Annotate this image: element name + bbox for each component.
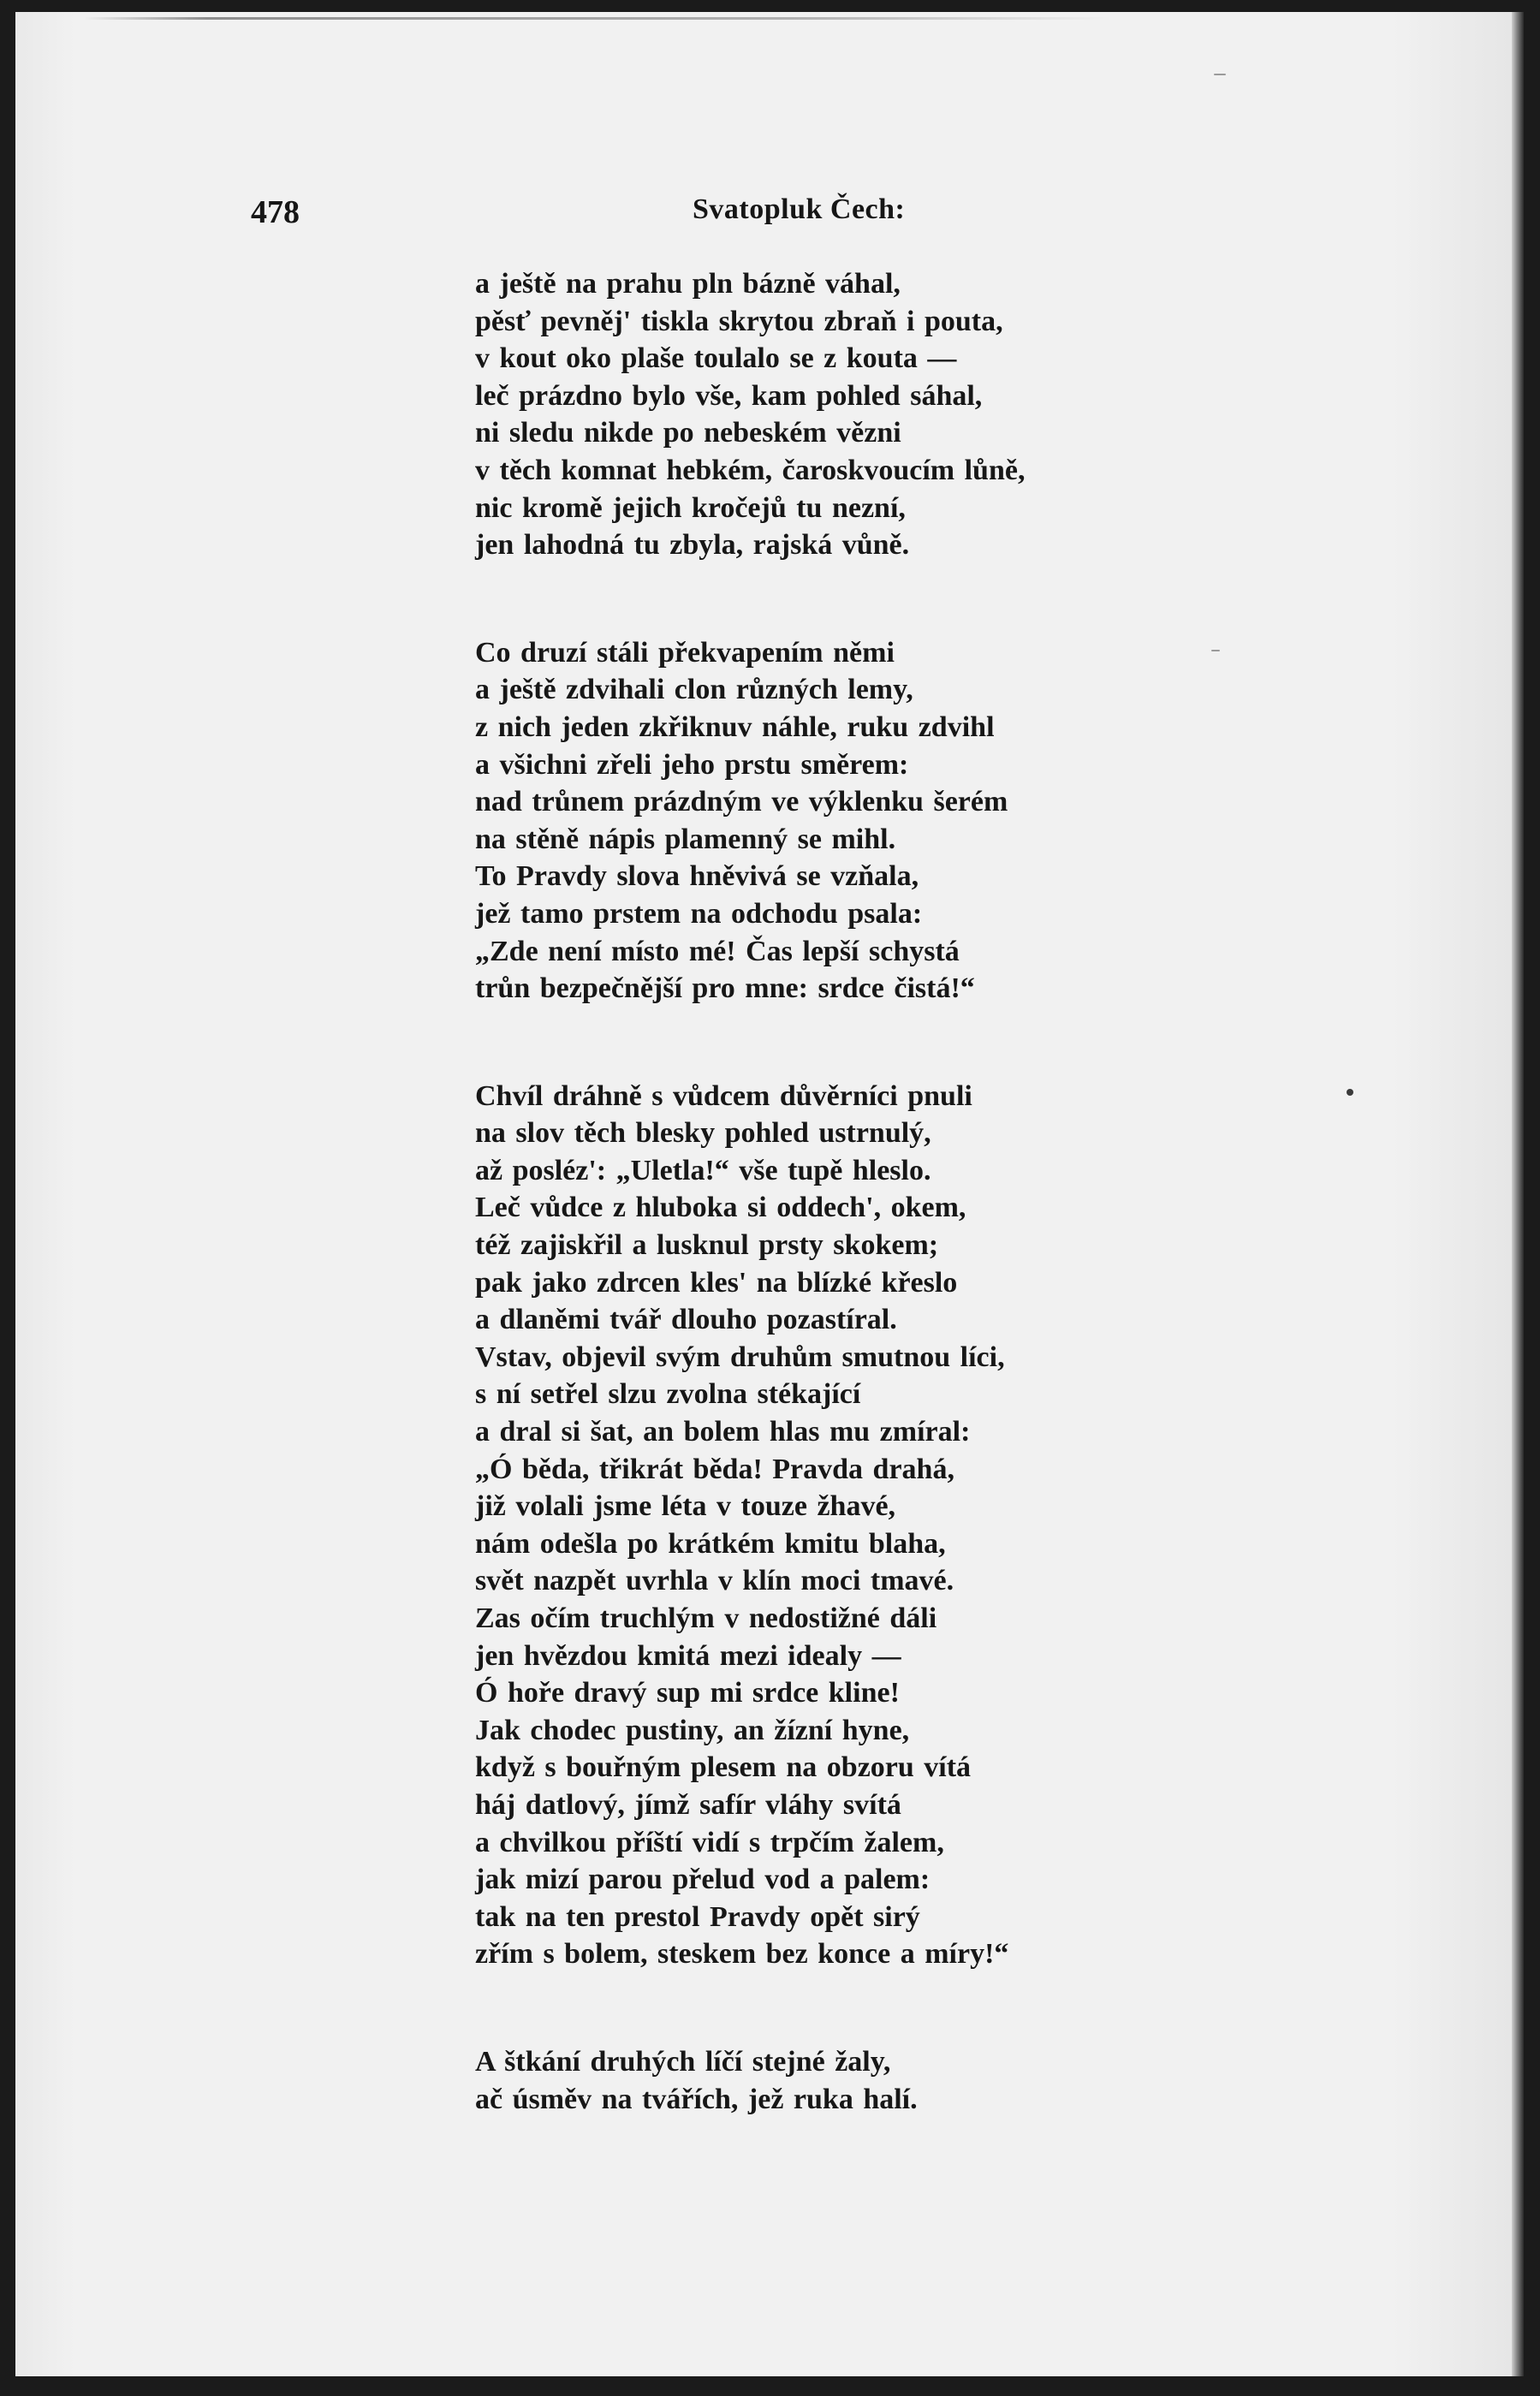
poem-line: jen hvězdou kmitá mezi idealy —: [475, 1639, 901, 1672]
poem-line: a chvilkou příští vidí s trpčím žalem,: [475, 1826, 944, 1858]
poem-line: až posléz': „Uletla!“ vše tupě hleslo.: [475, 1154, 931, 1186]
poem-line: svět nazpět uvrhla v klín moci tmavé.: [475, 1565, 954, 1597]
poem-line: v kout oko plaše toulalo se z kouta —: [475, 342, 957, 375]
poem-line: „Zde není místo mé! Čas lepší schystá: [475, 935, 960, 967]
poem-line: z nich jeden zkřiknuv náhle, ruku zdvihl: [475, 710, 995, 743]
poem-line: na stěně nápis plamenný se mihl.: [475, 823, 896, 855]
poem-line: pěsť pevněj' tiskla skrytou zbraň i pouta,: [475, 305, 1003, 337]
poem-line: s ní setřel slzu zvolna stékající: [475, 1378, 861, 1411]
page-number: 478: [251, 194, 300, 230]
poem-line: též zajiskřil a lusknul prsty skokem;: [475, 1229, 939, 1262]
poem-line: Jak chodec pustiny, an žízní hyne,: [475, 1714, 910, 1746]
poem-line: Zas očím truchlým v nedostižné dáli: [475, 1602, 937, 1634]
poem-line: a ještě zdvihali clon různých lemy,: [475, 674, 913, 706]
poem-line: „Ó běda, třikrát běda! Pravda drahá,: [475, 1453, 954, 1485]
poem-line: a všichni zřeli jeho prstu směrem:: [475, 748, 909, 781]
poem-line: již volali jsme léta v touze žhavé,: [475, 1490, 896, 1523]
poem-line: leč prázdno bylo vše, kam pohled sáhal,: [475, 379, 983, 412]
poem-line: ač úsměv na tvářích, jež ruka halí.: [475, 2083, 918, 2115]
poem-line: tak na ten prestol Pravdy opět sirý: [475, 1900, 920, 1933]
poem-line: jež tamo prstem na odchodu psala:: [475, 897, 923, 930]
poem-line: pak jako zdrcen kles' na blízké křeslo: [475, 1266, 958, 1299]
ink-speck: [1211, 650, 1220, 651]
poem-line: a dlaněmi tvář dlouho pozastíral.: [475, 1304, 897, 1336]
stanza: [475, 1078, 1160, 1973]
poem-line: nám odešla po krátkém kmitu blaha,: [475, 1527, 946, 1560]
poem-line: trůn bezpečnější pro mne: srdce čistá!“: [475, 972, 975, 1005]
ink-speck: [1347, 1089, 1353, 1096]
poem-line: na slov těch blesky pohled ustrnulý,: [475, 1117, 931, 1150]
poem-line: a dral si šat, an bolem hlas mu zmíral:: [475, 1416, 971, 1448]
poem-line: nad trůnem prázdným ve výklenku šerém: [475, 786, 1008, 818]
poem-text: [475, 265, 1160, 2118]
stanza: [475, 634, 1160, 1008]
poem-line: v těch komnat hebkém, čaroskvoucím lůně,: [475, 454, 1026, 486]
poem-line: Chvíl dráhně s vůdcem důvěrníci pnuli: [475, 1079, 972, 1112]
poem-line: A štkání druhých líčí stejné žaly,: [475, 2045, 891, 2078]
page-right-edge-shadow: [1512, 12, 1524, 2376]
poem-line: a ještě na prahu pln bázně váhal,: [475, 268, 901, 300]
poem-line: když s bouřným plesem na obzoru vítá: [475, 1751, 972, 1784]
page-header: [251, 193, 1021, 236]
poem-line: zřím s bolem, steskem bez konce a míry!“: [475, 1938, 1009, 1971]
stanza: [475, 265, 1160, 564]
poem-line: Ó hoře dravý sup mi srdce kline!: [475, 1677, 900, 1709]
poem-line: To Pravdy slova hněvivá se vzňala,: [475, 860, 919, 893]
poem-line: háj datlový, jímž safír vláhy svítá: [475, 1788, 901, 1821]
poem-line: jen lahodná tu zbyla, rajská vůně.: [475, 529, 910, 562]
poem-line: Co druzí stáli překvapením němi: [475, 636, 895, 669]
page-top-edge-shadow: [84, 17, 1111, 20]
poem-line: Vstav, objevil svým druhům smutnou líci,: [475, 1341, 1005, 1373]
running-head: Svatopluk Čech:: [693, 193, 906, 225]
poem-line: jak mizí parou přelud vod a palem:: [475, 1864, 931, 1896]
ink-speck: [1214, 74, 1226, 75]
poem-line: ni sledu nikde po nebeském vězni: [475, 417, 901, 449]
stanza: [475, 2043, 1160, 2118]
poem-line: nic kromě jejich kročejů tu nezní,: [475, 491, 906, 524]
poem-line: Leč vůdce z hluboka si oddech', okem,: [475, 1192, 966, 1224]
